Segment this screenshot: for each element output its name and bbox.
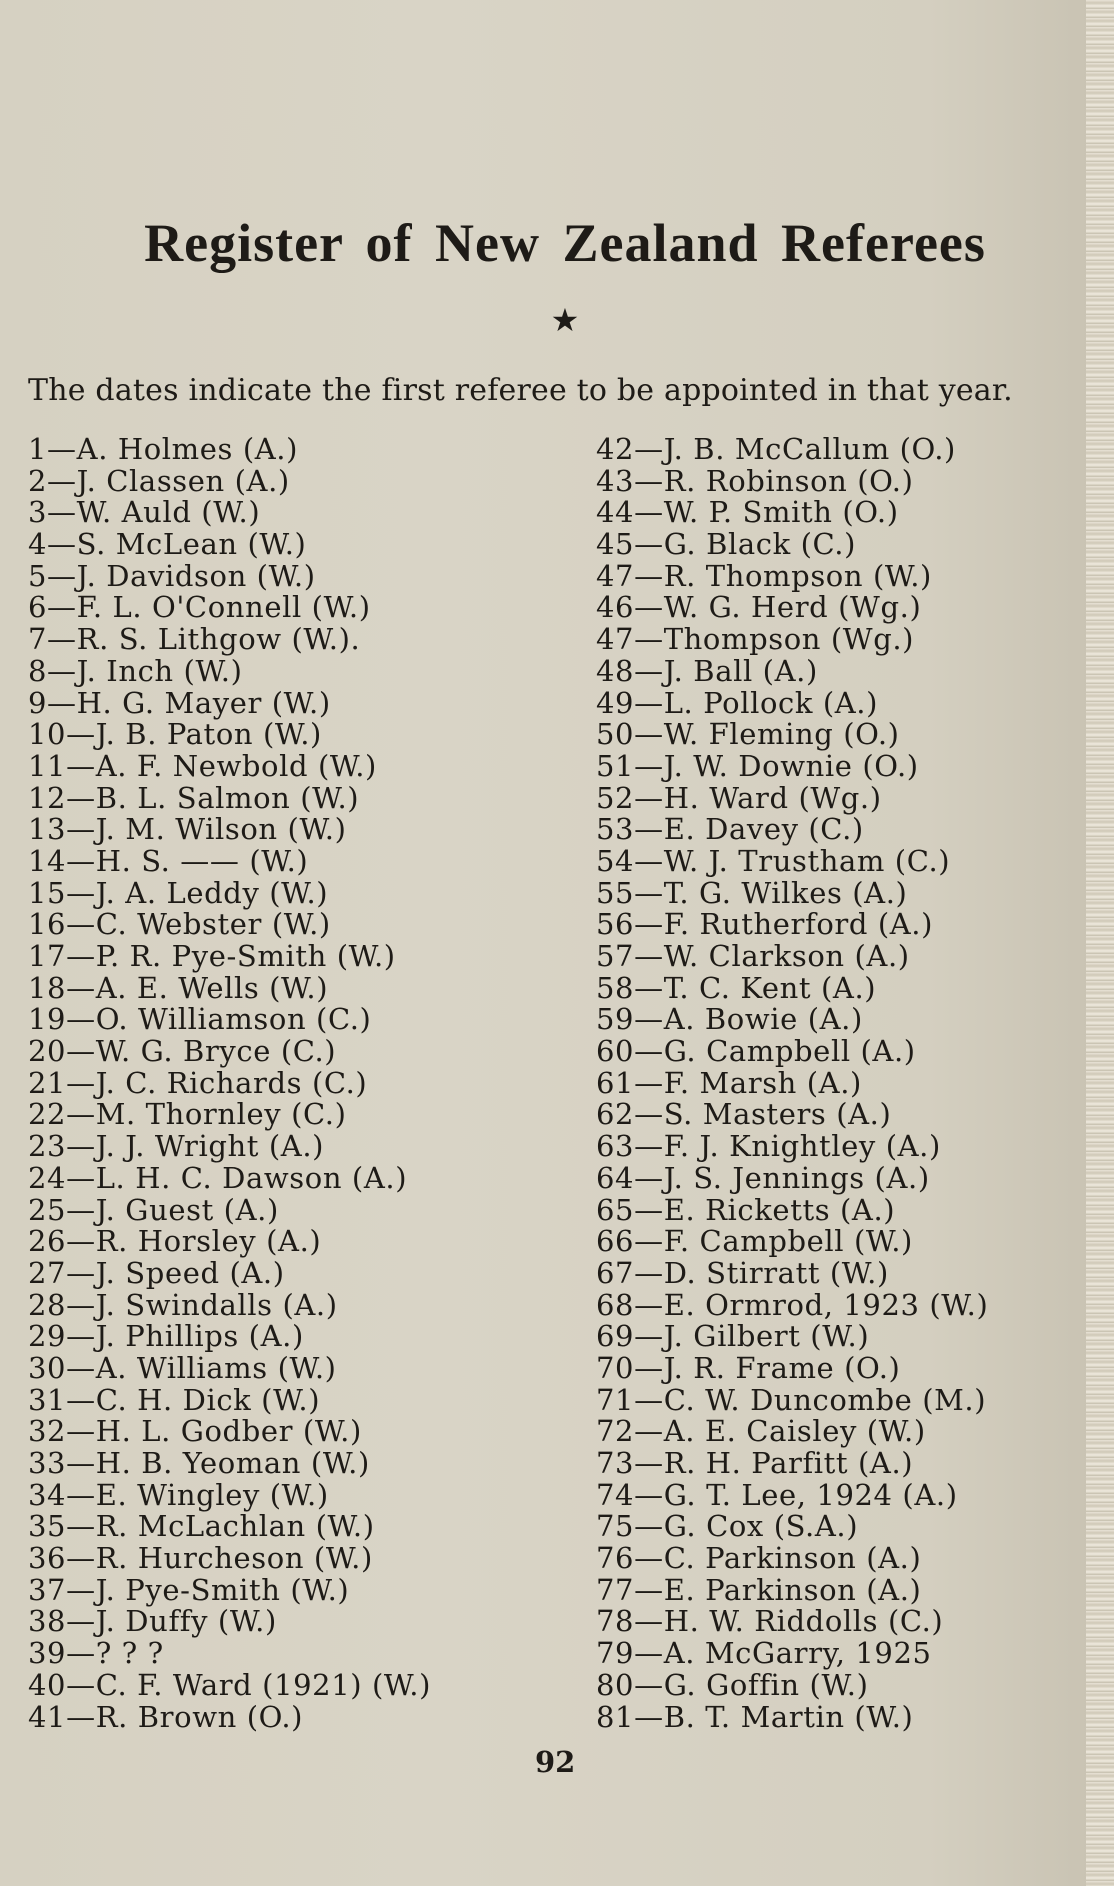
referee-entry: 15—J. A. Leddy (W.) (28, 875, 329, 910)
referee-entry: 77—E. Parkinson (A.) (596, 1572, 922, 1607)
referee-entry: 6—F. L. O'Connell (W.) (28, 590, 371, 625)
referee-entry: 58—T. C. Kent (A.) (596, 970, 877, 1005)
referee-entry: 27—J. Speed (A.) (28, 1255, 285, 1290)
referee-entry: 3—W. Auld (W.) (28, 495, 261, 530)
referee-entry: 76—C. Parkinson (A.) (596, 1541, 922, 1576)
referee-entry: 37—J. Pye-Smith (W.) (28, 1572, 350, 1607)
referee-entry: 49—L. Pollock (A.) (596, 685, 879, 720)
referee-entry: 14—H. S. —— (W.) (28, 843, 309, 878)
referee-entry: 5—J. Davidson (W.) (28, 558, 316, 593)
referee-entry: 26—R. Horsley (A.) (28, 1224, 322, 1259)
referee-entry: 57—W. Clarkson (A.) (596, 939, 910, 973)
page-edge (1086, 0, 1114, 1886)
referee-entry: 9—H. G. Mayer (W.) (28, 685, 331, 720)
referee-entry: 53—E. Davey (C.) (596, 812, 864, 847)
referee-entry: 8—J. Inch (W.) (28, 653, 243, 688)
referee-entry: 54—W. J. Trustham (C.) (596, 843, 951, 878)
referee-entry: 4—S. McLean (W.) (28, 527, 307, 562)
referee-entry: 11—A. F. Newbold (W.) (28, 748, 377, 783)
referee-entry: 42—J. B. McCallum (O.) (596, 432, 956, 466)
referee-entry: 28—J. Swindalls (A.) (28, 1287, 338, 1322)
referee-entry: 64—J. S. Jennings (A.) (596, 1160, 930, 1195)
referee-entry: 20—W. G. Bryce (C.) (28, 1034, 337, 1069)
referee-entry: 79—A. McGarry, 1925 (596, 1636, 932, 1671)
referee-entry: 74—G. T. Lee, 1924 (A.) (596, 1477, 958, 1512)
referee-entry: 1—A. Holmes (A.) (28, 432, 299, 466)
referee-entry: 80—G. Goffin (W.) (596, 1667, 869, 1702)
referee-entry: 13—J. M. Wilson (W.) (28, 812, 347, 847)
referee-entry: 41—R. Brown (O.) (28, 1699, 304, 1734)
referee-entry: 29—J. Phillips (A.) (28, 1319, 304, 1354)
referee-entry: 22—M. Thornley (C.) (28, 1097, 347, 1132)
referee-entry: 47—Thompson (Wg.) (596, 622, 915, 657)
page-title: Register of New Zealand Referees (144, 213, 986, 273)
intro-text: The dates indicate the first referee to be appointed in that year. (28, 373, 1013, 408)
referee-entry: 48—J. Ball (A.) (596, 653, 818, 688)
referee-entry: 52—H. Ward (Wg.) (596, 780, 882, 815)
referee-entry: 38—J. Duffy (W.) (28, 1604, 277, 1639)
referee-entry: 73—R. H. Parfitt (A.) (596, 1446, 914, 1480)
referee-entry: 69—J. Gilbert (W.) (596, 1319, 870, 1354)
referee-entry: 72—A. E. Caisley (W.) (596, 1414, 926, 1449)
referee-entry: 36—R. Hurcheson (W.) (28, 1541, 373, 1576)
referee-entry: 39—? ? ? (28, 1636, 164, 1671)
referee-entry: 70—J. R. Frame (O.) (596, 1350, 901, 1385)
referee-entry: 62—S. Masters (A.) (596, 1097, 892, 1132)
referee-entry: 63—F. J. Knightley (A.) (596, 1129, 941, 1164)
referee-entry: 2—J. Classen (A.) (28, 463, 290, 498)
referee-entry: 40—C. F. Ward (1921) (W.) (28, 1667, 431, 1702)
referee-entry: 78—H. W. Riddolls (C.) (596, 1604, 944, 1639)
referee-entry: 50—W. Fleming (O.) (596, 717, 900, 752)
referee-entry: 45—G. Black (C.) (596, 527, 856, 562)
referee-entry: 12—B. L. Salmon (W.) (28, 780, 360, 815)
referee-entry: 31—C. H. Dick (W.) (28, 1382, 321, 1417)
referee-entry: 60—G. Campbell (A.) (596, 1034, 916, 1069)
referee-entry: 30—A. Williams (W.) (28, 1350, 337, 1385)
referee-entry: 32—H. L. Godber (W.) (28, 1414, 362, 1449)
referee-entry: 61—F. Marsh (A.) (596, 1065, 862, 1100)
referee-entry: 19—O. Williamson (C.) (28, 1002, 372, 1037)
referee-entry: 66—F. Campbell (W.) (596, 1224, 913, 1259)
referee-entry: 67—D. Stirratt (W.) (596, 1255, 889, 1290)
referee-entry: 51—J. W. Downie (O.) (596, 748, 919, 783)
referee-entry: 16—C. Webster (W.) (28, 907, 331, 942)
referee-entry: 23—J. J. Wright (A.) (28, 1129, 325, 1164)
star-icon: ★ (550, 301, 580, 339)
page-number: 92 (535, 1745, 576, 1779)
referee-entry: 10—J. B. Paton (W.) (28, 717, 322, 752)
referee-entry: 75—G. Cox (S.A.) (596, 1509, 859, 1544)
referee-entry: 43—R. Robinson (O.) (596, 463, 914, 498)
referee-entry: 34—E. Wingley (W.) (28, 1477, 329, 1512)
referee-entry: 55—T. G. Wilkes (A.) (596, 875, 908, 910)
referee-entry: 18—A. E. Wells (W.) (28, 970, 329, 1005)
referee-entry: 47—R. Thompson (W.) (596, 558, 932, 593)
referee-entry: 71—C. W. Duncombe (M.) (596, 1382, 987, 1417)
referee-list-left (28, 434, 431, 1733)
referee-entry: 25—J. Guest (A.) (28, 1192, 279, 1227)
referee-entry: 59—A. Bowie (A.) (596, 1002, 863, 1037)
referee-entry: 35—R. McLachlan (W.) (28, 1509, 375, 1544)
referee-entry: 46—W. G. Herd (Wg.) (596, 590, 922, 625)
referee-entry: 68—E. Ormrod, 1923 (W.) (596, 1287, 989, 1322)
referee-entry: 24—L. H. C. Dawson (A.) (28, 1160, 408, 1195)
referee-entry: 21—J. C. Richards (C.) (28, 1065, 368, 1100)
referee-entry: 81—B. T. Martin (W.) (596, 1699, 914, 1734)
referee-list-right (596, 434, 988, 1733)
referee-entry: 17—P. R. Pye-Smith (W.) (28, 939, 396, 973)
referee-entry: 33—H. B. Yeoman (W.) (28, 1446, 370, 1480)
referee-entry: 44—W. P. Smith (O.) (596, 495, 899, 530)
referee-entry: 56—F. Rutherford (A.) (596, 907, 934, 942)
referee-entry: 65—E. Ricketts (A.) (596, 1192, 896, 1227)
referee-entry: 7—R. S. Lithgow (W.). (28, 622, 361, 657)
